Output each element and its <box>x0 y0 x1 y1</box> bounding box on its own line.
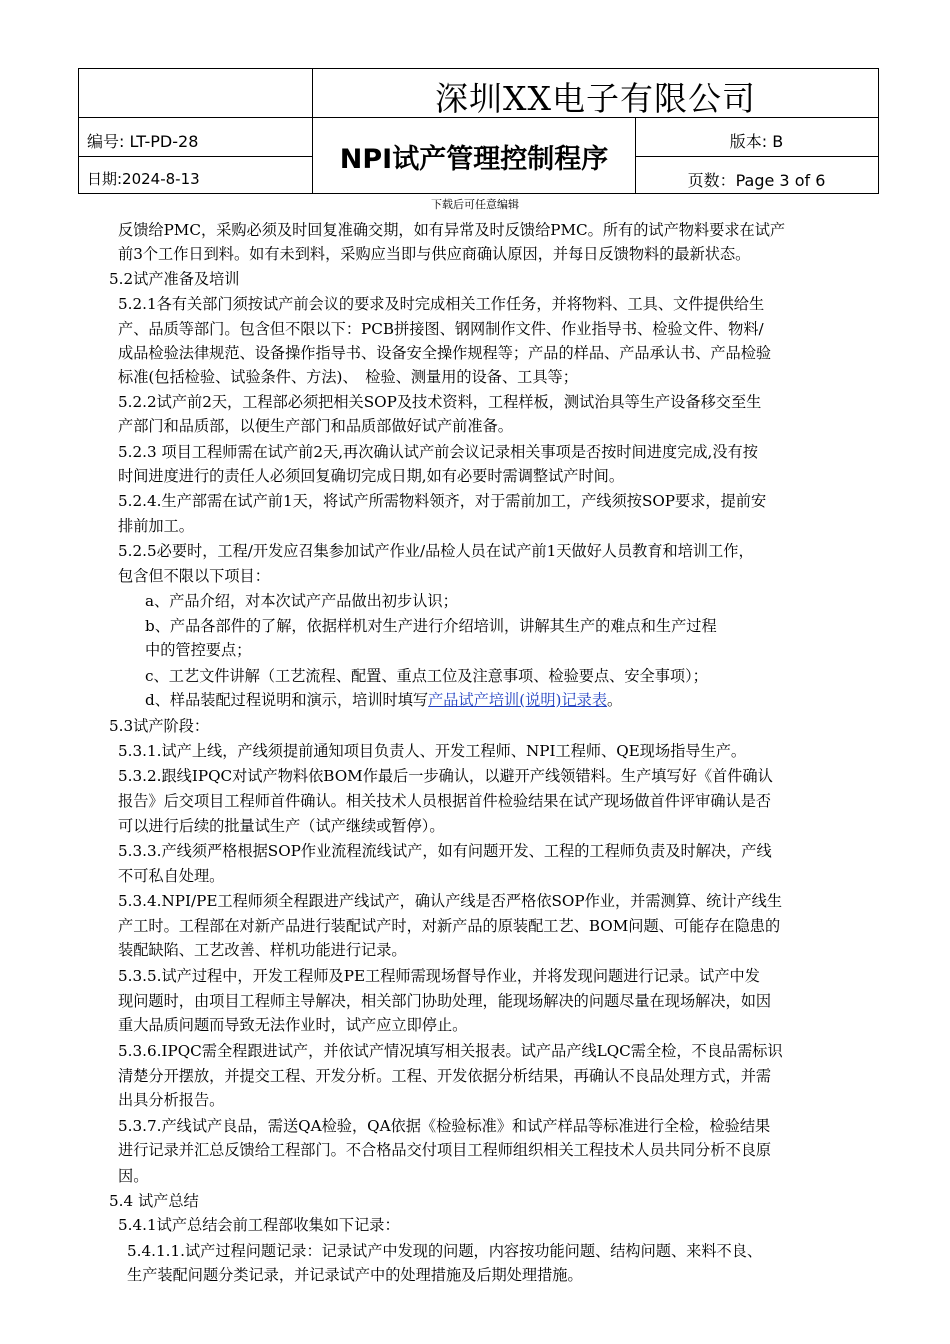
body-line: 排前加工。 <box>118 517 194 535</box>
body-line: 5.3.2.跟线IPQC对试产物料依BOM作最后一步确认，以避开产线领错料。生产填写好《首件确认 <box>118 767 773 785</box>
body-line: 包含但不限以下项目： <box>118 567 270 585</box>
body-line: 5.2.4.生产部需在试产前1天，将试产所需物料领齐，对于需前加工，产线须按SOP要求，提前安 <box>118 492 767 510</box>
body-line: 5.4.1试产总结会前工程部收集如下记录： <box>118 1216 400 1234</box>
body-line: 5.3.1.试产上线，产线须提前通知项目负责人、开发工程师、NPI工程师、QE现场指导生产。 <box>118 742 747 760</box>
page-number: 页数：Page 3 of 6 <box>687 171 826 190</box>
body-line: 5.4.1.1.试产过程问题记录：记录试产中发现的问题，内容按功能问题、结构问题、来料不良、 <box>127 1242 763 1260</box>
body-line: 前3个工作日到料。如有未到料，采购应当即与供应商确认原因，并每日反馈物料的最新状态。 <box>118 245 751 263</box>
body-line: 装配缺陷、工艺改善、样机功能进行记录。 <box>118 941 407 959</box>
document-title: NPI试产管理控制程序 <box>339 144 609 175</box>
body-line: 成品检验法律规范、设备操作指导书、设备安全操作规程等；产品的样品、产品承认书、产品检验 <box>118 344 772 362</box>
body-line: 产工时。工程部在对新产品进行装配试产时，对新产品的原装配工艺、BOM问题、可能存在隐患的 <box>118 917 781 935</box>
body-line: 5.2.1各有关部门须按试产前会议的要求及时完成相关工作任务，并将物料、工具、文件提供给生 <box>118 295 765 313</box>
body-line: 5.2.2试产前2天，工程部必须把相关SOP及技术资料，工程样板，测试治具等生产设备移交至生 <box>118 393 762 411</box>
body-line: 可以进行后续的批量试生产（试产继续或暂停）。 <box>118 817 445 835</box>
company-name: 深圳XX电子有限公司 <box>435 79 756 118</box>
download-note: 下载后可任意编辑 <box>431 198 519 211</box>
list-item: d、样品装配过程说明和演示，培训时填写产品试产培训(说明)记录表。 <box>145 691 623 709</box>
body-line: 标准(包括检验、试验条件、方法)、 检验、测量用的设备、工具等； <box>118 368 578 386</box>
body-line: 5.3.3.产线须严格根据SOP作业流程流线试产，如有问题开发、工程的工程师负责及时解决，产线 <box>118 842 772 860</box>
document-code: 编号: LT-PD-28 <box>87 132 199 151</box>
body-line: 5.3.4.NPI/PE工程师须全程跟进产线试产，确认产线是否严格依SOP作业，并需测算、统计产线生 <box>118 892 783 910</box>
body-line: 现问题时，由项目工程师主导解决，相关部门协助处理，能现场解决的问题尽量在现场解决，如因 <box>118 992 772 1010</box>
body-line: 反馈给PMC，采购必须及时回复准确交期，如有异常及时反馈给PMC。所有的试产物料要求在试产 <box>118 221 786 239</box>
body-line: 报告》后交项目工程师首件确认。相关技术人员根据首件检验结果在试产现场做首件评审确认是否 <box>118 792 772 810</box>
list-item: a、产品介绍，对本次试产产品做出初步认识； <box>145 592 458 610</box>
body-line: 因。 <box>118 1167 149 1185</box>
body-line: 5.2.3 项目工程师需在试产前2天,再次确认试产前会议记录相关事项是否按时间进度完成,没有按 <box>118 443 758 461</box>
training-record-link[interactable]: 产品试产培训(说明)记录表 <box>428 691 608 709</box>
body-line: 进行记录并汇总反馈给工程部门。不合格品交付项目工程师组织相关工程技术人员共同分析不良原 <box>118 1141 772 1159</box>
section-heading: 5.2试产准备及培训 <box>109 270 240 288</box>
body-line: 产、品质等部门。包含但不限以下：PCB拼接图、钢网制作文件、作业指导书、检验文件、物料/ <box>118 320 764 338</box>
body-line: 5.3.7.产线试产良品，需送QA检验，QA依据《检验标准》和试产样品等标准进行全检，检验结果 <box>118 1117 771 1135</box>
body-line: 生产装配问题分类记录，并记录试产中的处理措施及后期处理措施。 <box>127 1266 583 1284</box>
body-line: 重大品质问题而导致无法作业时，试产应立即停止。 <box>118 1016 468 1034</box>
list-item: b、产品各部件的了解，依据样机对生产进行介绍培训，讲解其生产的难点和生产过程 <box>145 617 717 635</box>
document-version: 版本: B <box>729 132 784 151</box>
section-heading: 5.3试产阶段： <box>109 717 210 735</box>
body-line: 产部门和品质部，以便生产部门和品质部做好试产前准备。 <box>118 417 513 435</box>
body-line: 清楚分开摆放，并提交工程、开发分析。工程、开发依据分析结果，再确认不良品处理方式，并需 <box>118 1067 772 1085</box>
list-item: c、工艺文件讲解（工艺流程、配置、重点工位及注意事项、检验要点、安全事项）； <box>145 667 708 685</box>
document-date: 日期:2024-8-13 <box>87 170 200 188</box>
list-item: 中的管控要点； <box>145 641 252 659</box>
body-line: 出具分析报告。 <box>118 1091 225 1109</box>
body-line: 不可私自处理。 <box>118 867 225 885</box>
body-line: 时间进度进行的责任人必须回复确切完成日期,如有必要时需调整试产时间。 <box>118 467 625 485</box>
body-line: 5.3.6.IPQC需全程跟进试产，并依试产情况填写相关报表。试产品产线LQC需全检，不良品需标识 <box>118 1042 783 1060</box>
section-heading: 5.4 试产总结 <box>109 1192 199 1210</box>
header-table <box>78 68 879 194</box>
body-line: 5.3.5.试产过程中，开发工程师及PE工程师需现场督导作业，并将发现问题进行记录。试产中发 <box>118 967 760 985</box>
body-line: 5.2.5必要时，工程/开发应召集参加试产作业/品检人员在试产前1天做好人员教育和培训工作， <box>118 542 754 560</box>
